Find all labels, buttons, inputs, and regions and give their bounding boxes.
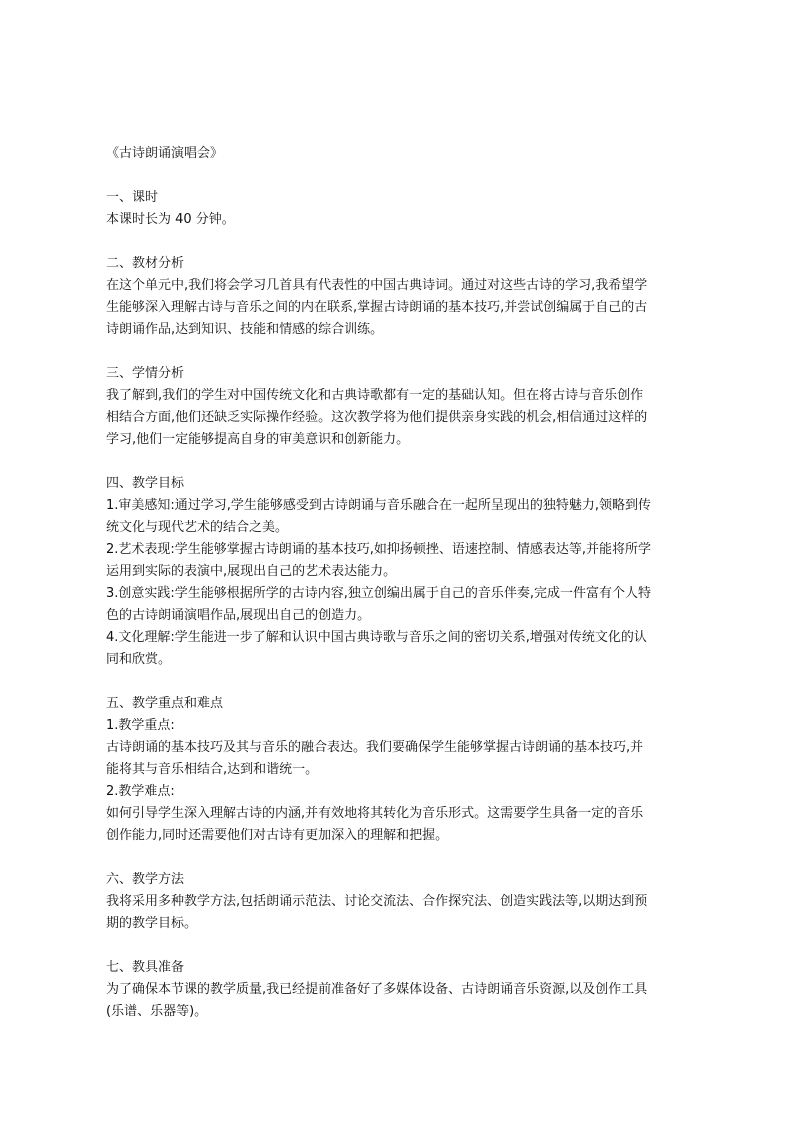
spacer xyxy=(106,847,690,869)
section-line: 生能够深入理解古诗与音乐之间的内在联系,掌握古诗朗诵的基本技巧,并尝试创编属于自己的古 xyxy=(106,300,648,315)
spacer xyxy=(106,231,690,253)
section-heading: 三、学情分析 xyxy=(106,366,185,381)
section-line: 学习,他们一定能够提高自身的审美意识和创新能力。 xyxy=(106,432,410,447)
section-line: 统文化与现代艺术的结合之美。 xyxy=(106,520,289,535)
spacer xyxy=(106,671,690,693)
document-title: 《古诗朗诵演唱会》 xyxy=(106,146,224,161)
section-line: 我将采用多种教学方法,包括朗诵示范法、讨论交流法、合作探究法、创造实践法等,以期达到预 xyxy=(106,894,648,909)
section-line: 诗朗诵作品,达到知识、技能和情感的综合训练。 xyxy=(106,322,384,337)
section-line: 创作能力,同时还需要他们对古诗有更加深入的理解和把握。 xyxy=(106,828,449,843)
document-page xyxy=(106,143,690,1023)
section-line: 2.艺术表现:学生能够掌握古诗朗诵的基本技巧,如抑扬顿挫、语速控制、情感表达等,并能将所学 xyxy=(106,542,652,557)
section-teaching-methods xyxy=(106,869,690,935)
section-heading: 一、课时 xyxy=(106,190,159,205)
section-heading: 四、教学目标 xyxy=(106,476,185,491)
section-heading: 六、教学方法 xyxy=(106,872,185,887)
section-key-points xyxy=(106,693,690,847)
section-line: 1.审美感知:通过学习,学生能够感受到古诗朗诵与音乐融合在一起所呈现出的独特魅力,领略到传 xyxy=(106,498,652,513)
spacer xyxy=(106,165,690,187)
section-line: 相结合方面,他们还缺乏实际操作经验。这次教学将为他们提供亲身实践的机会,相信通过这样的 xyxy=(106,410,648,425)
section-line: 3.创意实践:学生能够根据所学的古诗内容,独立创编出属于自己的音乐伴奏,完成一件富有个人特 xyxy=(106,586,652,601)
section-line: (乐谱、乐器等)。 xyxy=(106,1004,208,1019)
section-line: 1.教学重点: xyxy=(106,718,175,733)
section-line: 4.文化理解:学生能进一步了解和认识中国古典诗歌与音乐之间的密切关系,增强对传统文化的认 xyxy=(106,630,647,645)
section-class-hours xyxy=(106,187,690,231)
spacer xyxy=(106,935,690,957)
section-line: 运用到实际的表演中,展现出自己的艺术表达能力。 xyxy=(106,564,397,579)
section-line: 色的古诗朗诵演唱作品,展现出自己的创造力。 xyxy=(106,608,371,623)
spacer xyxy=(106,341,690,363)
section-teaching-goals xyxy=(106,473,690,671)
section-line: 我了解到,我们的学生对中国传统文化和古典诗歌都有一定的基础认知。但在将古诗与音乐创作 xyxy=(106,388,644,403)
section-heading: 二、教材分析 xyxy=(106,256,185,271)
section-line: 在这个单元中,我们将会学习几首具有代表性的中国古典诗词。通过对这些古诗的学习,我希望学 xyxy=(106,278,648,293)
section-line: 2.教学难点: xyxy=(106,784,175,799)
section-material-analysis xyxy=(106,253,690,341)
section-line: 如何引导学生深入理解古诗的内涵,并有效地将其转化为音乐形式。这需要学生具备一定的音乐 xyxy=(106,806,644,821)
section-line: 为了确保本节课的教学质量,我已经提前准备好了多媒体设备、古诗朗诵音乐资源,以及创作工具 xyxy=(106,982,648,997)
section-line: 同和欣赏。 xyxy=(106,652,172,667)
section-line: 能将其与音乐相结合,达到和谐统一。 xyxy=(106,762,319,777)
section-student-analysis xyxy=(106,363,690,451)
section-line: 期的教学目标。 xyxy=(106,916,198,931)
section-heading: 五、教学重点和难点 xyxy=(106,696,224,711)
section-line: 古诗朗诵的基本技巧及其与音乐的融合表达。我们要确保学生能够掌握古诗朗诵的基本技巧,并 xyxy=(106,740,644,755)
section-heading: 七、教具准备 xyxy=(106,960,185,975)
section-line: 本课时长为 40 分钟。 xyxy=(106,212,235,227)
section-teaching-aids xyxy=(106,957,690,1023)
spacer xyxy=(106,451,690,473)
